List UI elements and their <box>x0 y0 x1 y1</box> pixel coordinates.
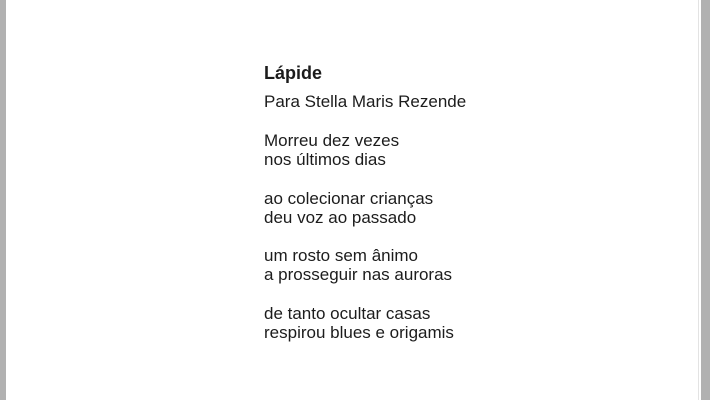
poem-stanza-3 <box>264 246 466 285</box>
poem-stanza-1 <box>264 131 466 170</box>
poem-dedication: Para Stella Maris Rezende <box>264 92 467 111</box>
poem-line: nos últimos dias <box>264 150 386 170</box>
poem-line: de tanto ocultar casas <box>264 303 431 323</box>
left-gutter-strip <box>0 0 6 400</box>
poem-line: deu voz ao passado <box>264 207 417 227</box>
poem-title: Lápide <box>264 63 323 83</box>
poem-line: ao colecionar crianças <box>264 188 434 208</box>
poem-line: a prosseguir nas auroras <box>264 265 453 285</box>
scrollbar-track-line <box>698 0 699 400</box>
poem-body <box>264 63 466 342</box>
poem-stanza-2 <box>264 189 466 228</box>
scrollbar[interactable] <box>701 0 710 400</box>
poem-stanza-4 <box>264 304 466 343</box>
poem-line: um rosto sem ânimo <box>264 246 418 266</box>
scrollbar-thumb[interactable] <box>701 0 710 400</box>
poem-line: Morreu dez vezes <box>264 131 400 150</box>
poem-line: respirou blues e origamis <box>264 323 454 343</box>
